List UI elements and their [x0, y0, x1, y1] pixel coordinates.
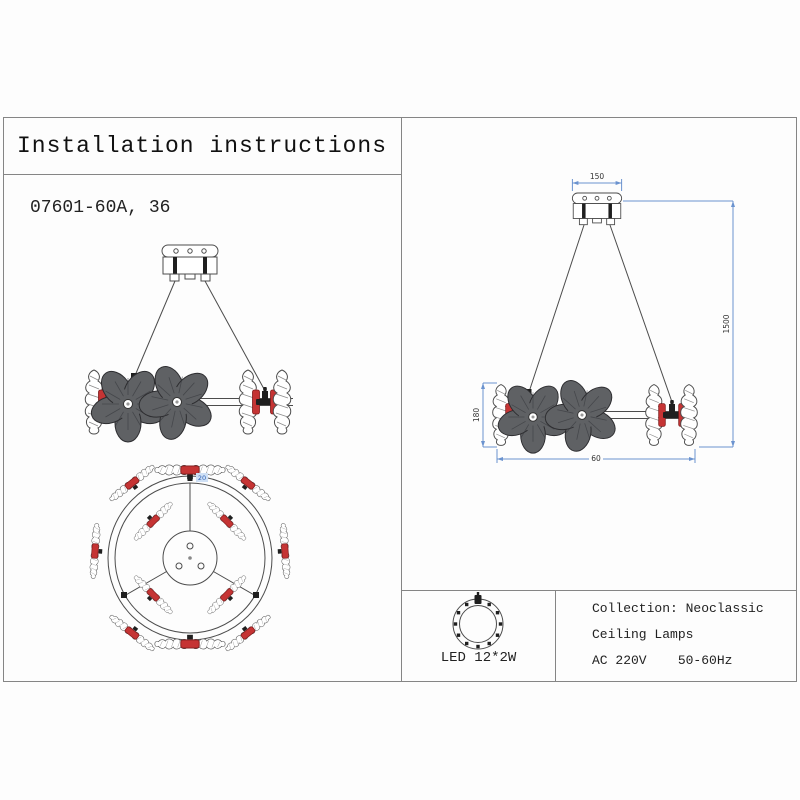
top-view-diagram: [68, 446, 324, 668]
front-view-diagram: [58, 232, 328, 454]
svg-text:150: 150: [589, 172, 605, 181]
hub-spokes: [125, 483, 255, 596]
flower-shade-icon: [130, 356, 224, 447]
fixture-front: [493, 370, 698, 459]
footer-divider: [402, 590, 797, 591]
canopy-icon: [572, 193, 621, 225]
svg-text:20: 20: [197, 474, 207, 482]
center-hub: [163, 531, 217, 585]
svg-text:180: 180: [472, 407, 481, 423]
power-label: AC 220V 50-60Hz: [592, 653, 733, 668]
glass-leaf-icon: [681, 385, 698, 446]
glass-leaf-icon: [273, 370, 291, 434]
led-power-label: LED 12*2W: [440, 650, 517, 666]
dimensioned-view-diagram: [443, 168, 767, 480]
spec-list: [592, 601, 764, 668]
canopy-icon: [162, 245, 218, 281]
column-divider: [401, 117, 402, 682]
collection-label: Collection: Neoclassic: [592, 601, 764, 616]
category-label: Ceiling Lamps: [592, 627, 694, 642]
title-cell: [3, 117, 401, 175]
svg-text:1500: 1500: [722, 314, 731, 334]
fixture-front: [85, 356, 293, 447]
page-title: Installation instructions: [16, 132, 388, 159]
flower-shade-icon: [536, 370, 628, 459]
led-ring-icon: [448, 592, 508, 650]
dimension-ring-detail: [196, 473, 208, 482]
svg-text:60: 60: [591, 454, 601, 463]
footer-cell-divider: [555, 590, 556, 682]
model-number: 07601-60A, 36: [30, 198, 171, 218]
suspension-wires: [529, 225, 672, 402]
dimension-canopy-width: [572, 172, 621, 191]
